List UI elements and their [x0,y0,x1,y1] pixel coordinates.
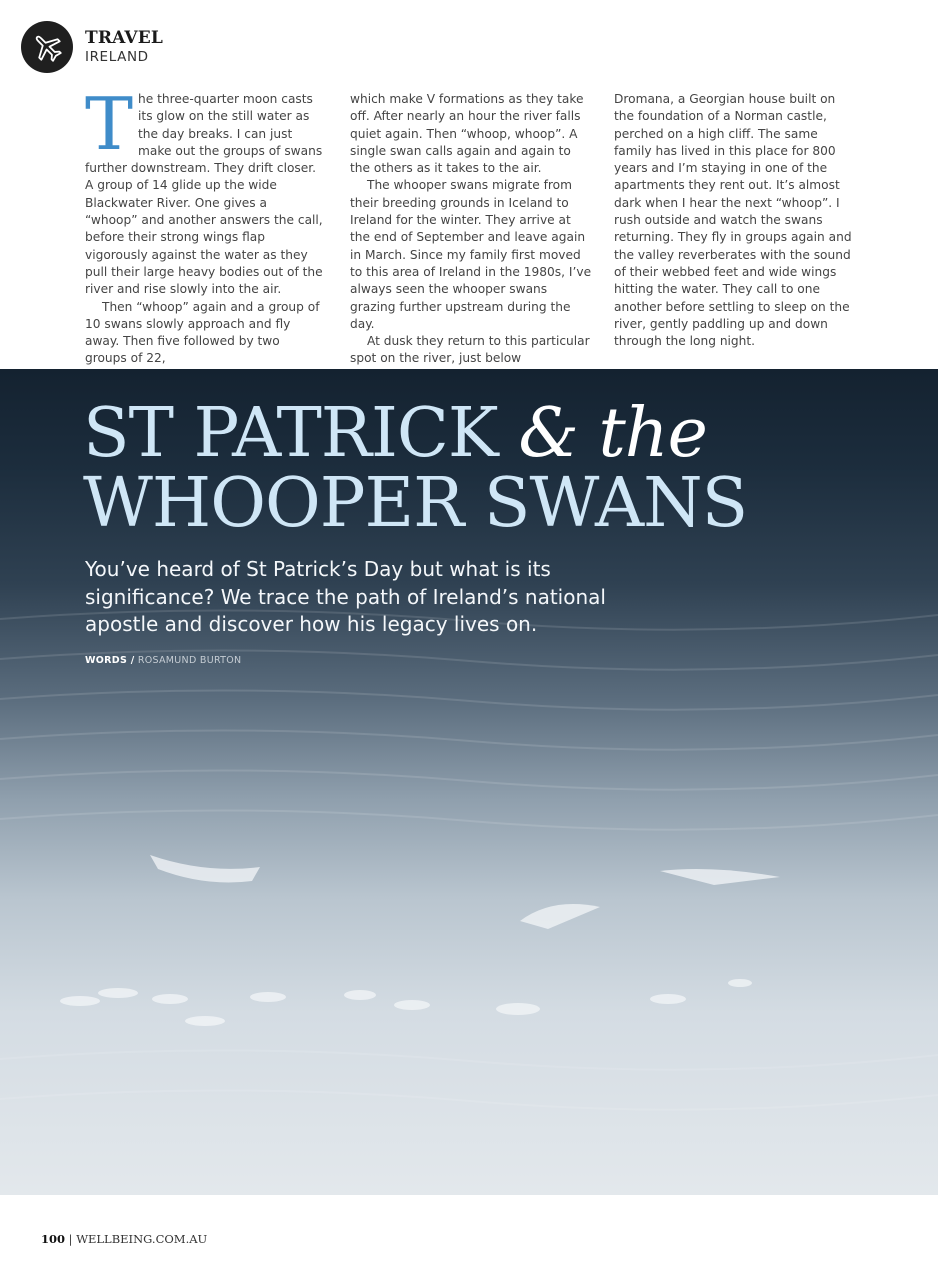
byline-label: WORDS / [85,655,135,666]
section-badge [21,21,73,73]
byline-author: ROSAMUND BURTON [137,655,242,666]
standfirst: You’ve heard of St Patrick’s Day but what is its significance? We trace the path of Ireland’s national apostle and discover how his legacy lives on. [85,557,606,636]
article-paragraph: At dusk they return to this particular spot on the river, just below [350,334,590,366]
article-column-2 [350,91,592,368]
section-subtitle: IRELAND [85,49,149,65]
headline [83,394,748,543]
page-number: 100 [41,1232,66,1246]
headline-ampersand: & the [518,394,707,473]
airplane-icon [30,30,64,64]
article-paragraph: Then “whoop” again and a group of 10 swans slowly approach and fly away. Then five followed by two groups of 22, [85,299,320,366]
article-paragraph: Dromana, a Georgian house built on the foundation of a Norman castle, perched on a high cliff. The same family has lived in this place for 800 years and I’m staying in one of the apartments they rent out. It’s almost dark when I hear the next “whoop”. I rush outside and watch the swans returning. They fly in groups again and the valley reverberates with the sound of their webbed feet and wide wings hitting the water. They call to one another before settling to sleep on the river, gently paddling up and down through the long night. [614,92,852,349]
footer-site: WELLBEING.COM.AU [76,1232,208,1246]
section-title: TRAVEL [85,28,164,48]
byline [85,655,241,666]
article-column-1 [85,82,323,368]
headline-line-1: ST PATRICK [83,394,498,473]
article-paragraph: The three-quarter moon casts its glow on the still water as the day breaks. I can just make out the groups of swans further downstream. They drift closer. A group of 14 glide up the wide Blackwater River. One gives a “whoop” and another answers the call, before their strong wings flap vigorously against the water as they pull their large heavy bodies out of the river and rise slowly into the air. [85,82,323,297]
page-footer [41,1232,207,1246]
drop-cap: T [85,82,134,166]
footer-separator: | [68,1232,73,1246]
headline-line-2: WHOOPER SWANS [83,464,748,543]
article-column-3 [614,91,854,350]
article-paragraph: The whooper swans migrate from their breeding grounds in Iceland to Ireland for the winter. They arrive at the end of September and leave again in March. Since my family first moved to this area of Ireland in the 1980s, I’ve always seen the whooper swans grazing further upstream during the day. [350,178,592,331]
article-paragraph: which make V formations as they take off. After nearly an hour the river falls quiet again. Then “whoop, whoop”. A single swan calls again and again to the others as it takes to the air. [350,92,584,176]
